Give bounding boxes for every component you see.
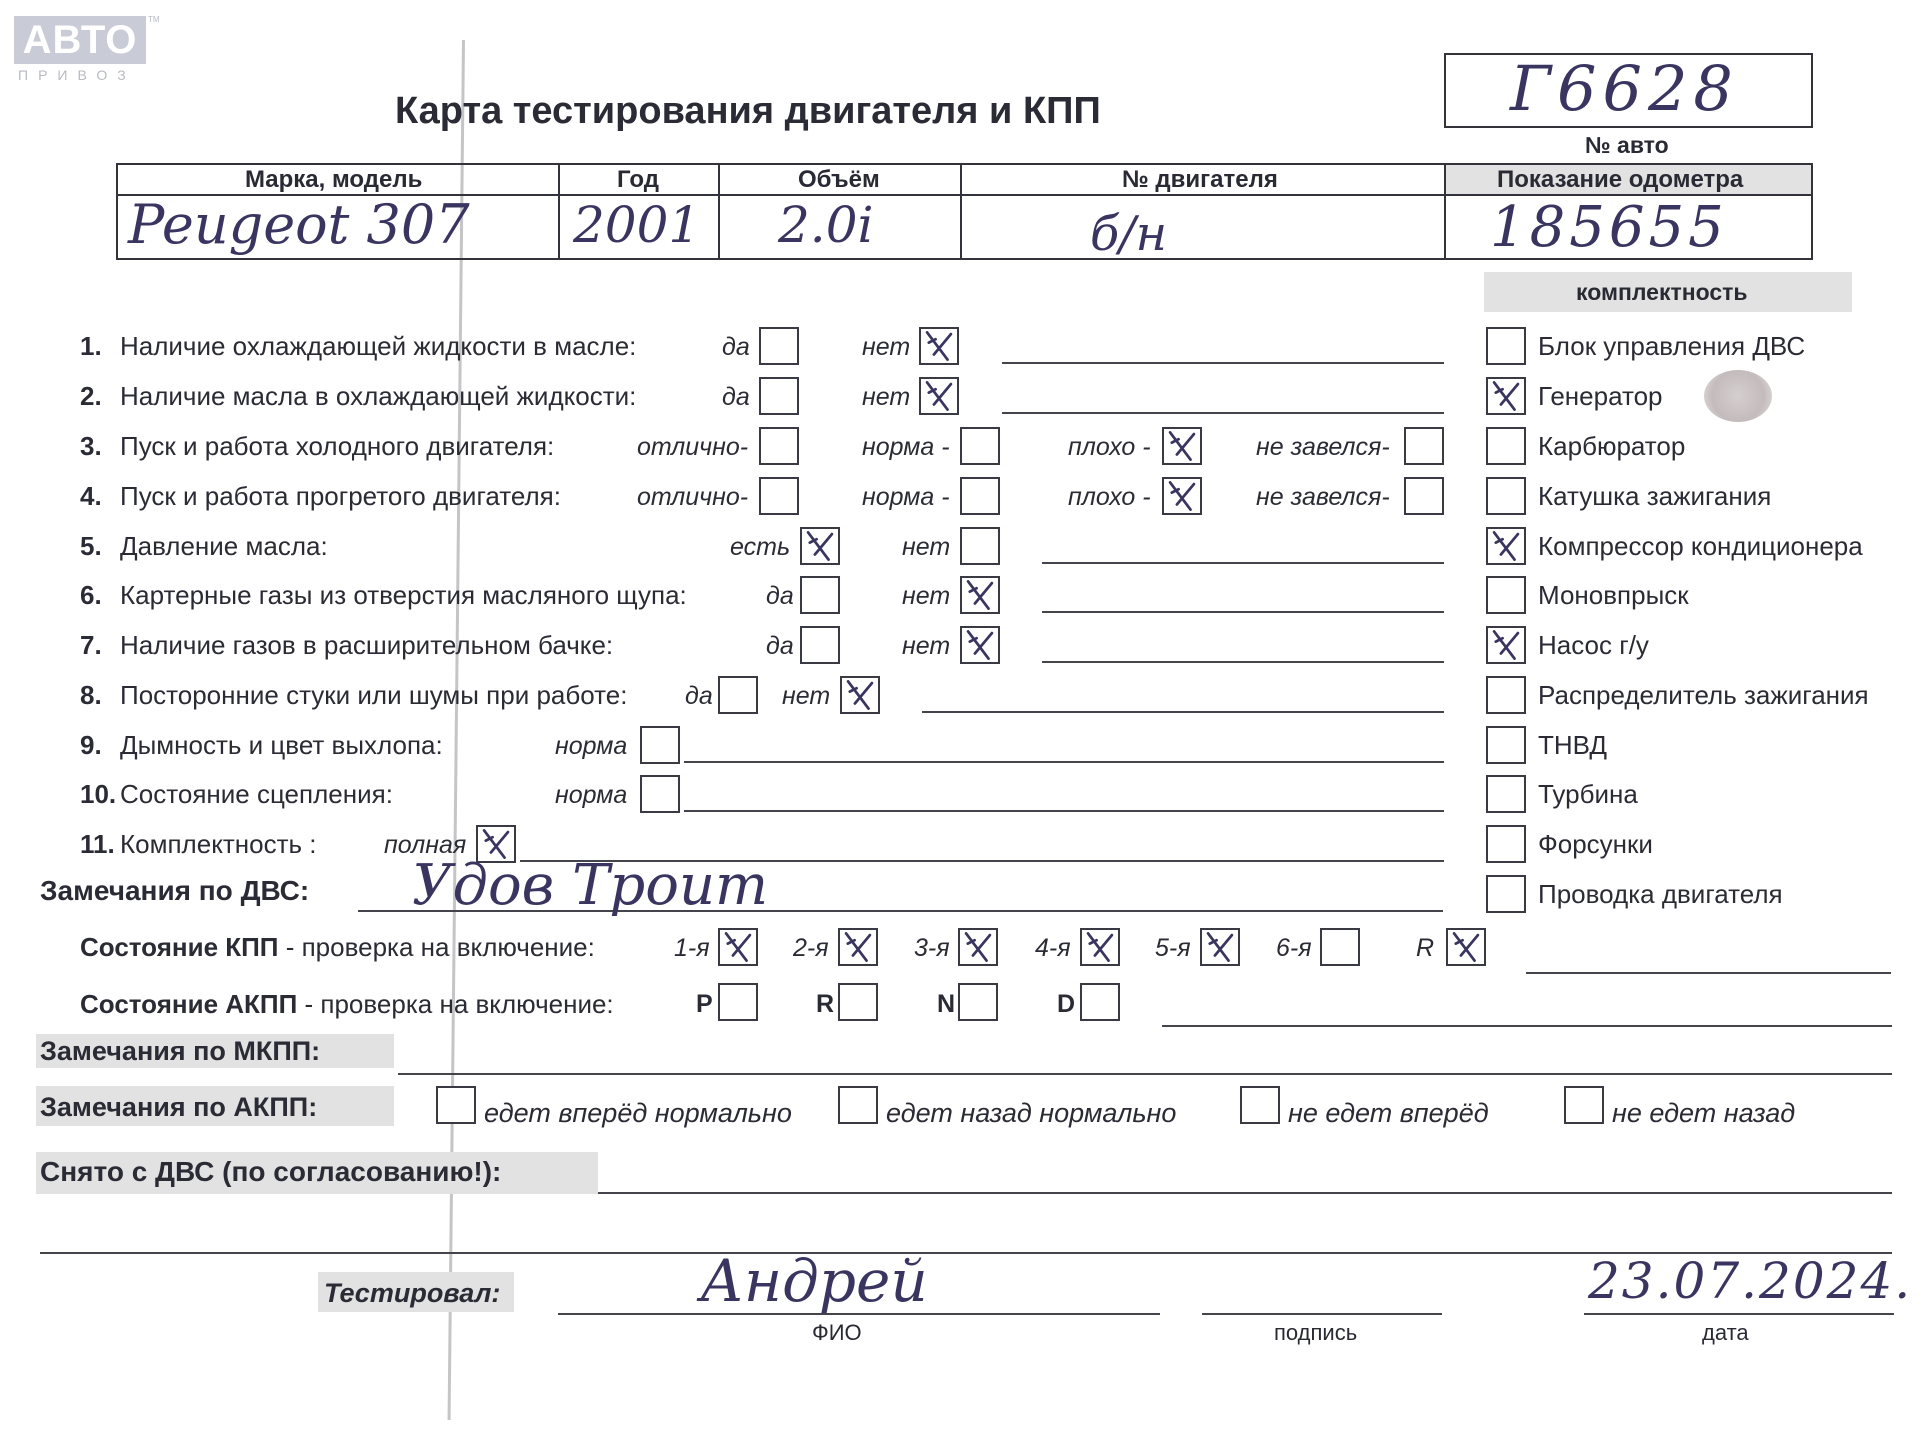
option-label: нет <box>902 632 951 660</box>
option-label: норма - <box>862 483 950 511</box>
question-text: Наличие газов в расширительном бачке: <box>120 630 614 660</box>
date-label: дата <box>1702 1320 1749 1345</box>
gear-checkbox[interactable] <box>718 928 758 966</box>
option-label: да <box>722 333 750 361</box>
gear-checkbox[interactable] <box>1080 928 1120 966</box>
option-label: да <box>685 682 713 710</box>
check-mark-icon <box>921 329 957 363</box>
gear-label: R <box>1416 934 1435 962</box>
question-number: 3. <box>80 431 102 461</box>
check-mark-icon <box>1164 479 1200 513</box>
option-checkbox[interactable] <box>640 775 680 813</box>
check-mark-icon <box>1448 930 1484 964</box>
sign-line <box>1202 1313 1442 1315</box>
completeness-label: Компрессор кондиционера <box>1538 531 1863 561</box>
answer-line <box>1042 611 1444 613</box>
date-line <box>1584 1313 1894 1315</box>
question-text: Давление масла: <box>120 531 328 561</box>
removed-label <box>40 1158 501 1186</box>
check-mark-icon <box>962 578 998 612</box>
akpp-line <box>1162 1025 1892 1027</box>
question-number: 6. <box>80 580 102 610</box>
option-checkbox[interactable] <box>960 576 1000 614</box>
question-number: 2. <box>80 381 102 411</box>
date-value[interactable]: 23.07.2024. <box>1588 1252 1913 1310</box>
akpp-remark-label: едет вперёд нормально <box>484 1098 792 1128</box>
completeness-checkbox[interactable] <box>1486 875 1526 913</box>
brand-label: Марка, модель <box>245 166 423 193</box>
check-mark-icon <box>842 678 878 712</box>
option-label: да <box>766 632 794 660</box>
odometer-value: 185655 <box>1490 195 1728 260</box>
year-label: Год <box>617 166 659 193</box>
option-checkbox[interactable] <box>800 527 840 565</box>
option-label: нет <box>862 383 911 411</box>
header-col-divider <box>718 163 720 260</box>
option-label: нет <box>862 333 911 361</box>
gear-checkbox[interactable] <box>958 928 998 966</box>
kpp-line <box>1526 972 1891 974</box>
option-checkbox[interactable] <box>919 377 959 415</box>
odometer-label: Показание одометра <box>1497 166 1744 193</box>
completeness-label: Проводка двигателя <box>1538 879 1783 909</box>
option-checkbox[interactable] <box>960 427 1000 465</box>
option-label: норма - <box>862 433 950 461</box>
option-checkbox[interactable] <box>960 477 1000 515</box>
answer-line <box>684 810 1444 812</box>
option-label: нет <box>782 682 831 710</box>
option-label: норма <box>555 781 628 809</box>
answer-line <box>1002 362 1444 364</box>
year-value: 2001 <box>573 196 701 254</box>
akpp-position-label: N <box>937 990 956 1018</box>
question-text: Состояние сцепления: <box>120 779 393 809</box>
check-mark-icon <box>960 930 996 964</box>
option-checkbox[interactable] <box>840 676 880 714</box>
tester-value[interactable]: Андрей <box>700 1247 928 1315</box>
kpp-label <box>80 934 595 960</box>
option-checkbox[interactable] <box>1404 477 1444 515</box>
gear-checkbox[interactable] <box>838 928 878 966</box>
completeness-checkbox[interactable] <box>1486 775 1526 813</box>
option-label: плохо - <box>1068 483 1151 511</box>
completeness-label: Распределитель зажигания <box>1538 680 1869 710</box>
check-mark-icon <box>840 930 876 964</box>
option-checkbox[interactable] <box>1162 477 1202 515</box>
question-text: Пуск и работа холодного двигателя: <box>120 431 555 461</box>
tested-label: Тестировал: <box>324 1278 501 1308</box>
completeness-checkbox[interactable] <box>1486 477 1526 515</box>
option-label: отлично- <box>637 433 749 461</box>
answer-line <box>1042 661 1444 663</box>
check-mark-icon <box>1202 930 1238 964</box>
question-text: Посторонние стуки или шумы при работе: <box>120 680 628 710</box>
option-label: да <box>722 383 750 411</box>
akpp-remark-checkbox[interactable] <box>1564 1086 1604 1124</box>
question-number: 5. <box>80 531 102 561</box>
option-checkbox[interactable] <box>759 427 799 465</box>
kpp-label-bold: Состояние КПП <box>80 932 279 962</box>
check-mark-icon <box>1488 379 1524 413</box>
mkpp-remarks-label: Замечания по МКПП: <box>40 1036 321 1066</box>
option-checkbox[interactable] <box>919 327 959 365</box>
completeness-checkbox[interactable] <box>1486 726 1526 764</box>
akpp-position-label: D <box>1057 990 1076 1018</box>
option-checkbox[interactable] <box>960 527 1000 565</box>
completeness-checkbox[interactable] <box>1486 676 1526 714</box>
akpp-label-bold: Состояние АКПП <box>80 989 298 1019</box>
car-number-value: Г6628 <box>1510 52 1739 125</box>
completeness-checkbox[interactable] <box>1486 576 1526 614</box>
akpp-position-checkbox[interactable] <box>1080 983 1120 1021</box>
completeness-checkbox[interactable] <box>1486 825 1526 863</box>
question-number: 8. <box>80 680 102 710</box>
completeness-checkbox[interactable] <box>1486 527 1526 565</box>
gear-checkbox[interactable] <box>1446 928 1486 966</box>
header-col-divider <box>960 163 962 260</box>
completeness-label: Насос г/у <box>1538 630 1649 660</box>
completeness-label: Турбина <box>1538 779 1638 809</box>
logo-sub: ПРИВОЗ <box>18 67 136 83</box>
option-label: не завелся- <box>1256 433 1390 461</box>
completeness-label: Моновпрыск <box>1538 580 1689 610</box>
completeness-title: комплектность <box>1576 279 1748 305</box>
question-text: Наличие масла в охлаждающей жидкости: <box>120 381 637 411</box>
volume-value: 2.0i <box>778 196 874 254</box>
question-number: 10. <box>80 779 117 809</box>
option-checkbox[interactable] <box>640 726 680 764</box>
gear-label: 5-я <box>1155 934 1191 962</box>
question-text: Комплектность : <box>120 829 317 859</box>
answer-line <box>922 711 1444 713</box>
answer-line <box>1042 562 1444 564</box>
question-number: 7. <box>80 630 102 660</box>
option-label: норма <box>555 732 628 760</box>
check-mark-icon <box>802 529 838 563</box>
akpp-position-checkbox[interactable] <box>718 983 758 1021</box>
akpp-remark-label: не едет назад <box>1612 1098 1796 1128</box>
option-checkbox[interactable] <box>1404 427 1444 465</box>
check-mark-icon <box>1488 628 1524 662</box>
question-number: 1. <box>80 331 102 361</box>
completeness-checkbox[interactable] <box>1486 427 1526 465</box>
check-mark-icon <box>921 379 957 413</box>
question-number: 4. <box>80 481 102 511</box>
gear-label: 3-я <box>914 934 950 962</box>
page-title: Карта тестирования двигателя и КПП <box>395 90 1101 132</box>
akpp-position-label: R <box>816 990 835 1018</box>
akpp-remark-checkbox[interactable] <box>1240 1086 1280 1124</box>
akpp-position-checkbox[interactable] <box>838 983 878 1021</box>
akpp-remark-checkbox[interactable] <box>436 1086 476 1124</box>
volume-label: Объём <box>798 166 880 193</box>
gear-label: 1-я <box>674 934 710 962</box>
option-checkbox[interactable] <box>1162 427 1202 465</box>
question-text: Пуск и работа прогретого двигателя: <box>120 481 561 511</box>
engine-remarks-value[interactable]: Удов Троит <box>412 853 769 918</box>
check-mark-icon <box>1082 930 1118 964</box>
option-label: есть <box>730 533 791 561</box>
logo-tm: TM <box>148 15 160 24</box>
completeness-checkbox[interactable] <box>1486 377 1526 415</box>
gear-checkbox[interactable] <box>1320 928 1360 966</box>
completeness-label: Карбюратор <box>1538 431 1686 461</box>
removed-label-text: Снято с ДВС (по согласованию!): <box>40 1156 502 1187</box>
check-mark-icon <box>962 628 998 662</box>
akpp-remarks-label: Замечания по АКПП: <box>40 1092 318 1122</box>
completeness-label: Блок управления ДВС <box>1538 331 1806 361</box>
akpp-remark-label: не едет вперёд <box>1288 1098 1489 1128</box>
gear-label: 4-я <box>1035 934 1071 962</box>
option-label: нет <box>902 533 951 561</box>
option-checkbox[interactable] <box>800 626 840 664</box>
option-checkbox[interactable] <box>800 576 840 614</box>
akpp-remark-label: едет назад нормально <box>886 1098 1177 1128</box>
gear-label: 2-я <box>793 934 829 962</box>
check-mark-icon <box>1488 529 1524 563</box>
option-label: нет <box>902 582 951 610</box>
engine-no-value: б/н <box>1090 206 1168 262</box>
completeness-checkbox[interactable] <box>1486 626 1526 664</box>
option-label: отлично- <box>637 483 749 511</box>
sign-label: подпись <box>1274 1320 1358 1345</box>
stamp-blob <box>1704 370 1772 422</box>
check-mark-icon <box>720 930 756 964</box>
akpp-position-checkbox[interactable] <box>958 983 998 1021</box>
question-text: Наличие охлаждающей жидкости в масле: <box>120 331 637 361</box>
question-number: 9. <box>80 730 102 760</box>
akpp-label <box>80 991 614 1017</box>
brand-value: Peugeot 307 <box>128 193 470 256</box>
akpp-position-label: P <box>696 990 713 1018</box>
option-label: да <box>766 582 794 610</box>
kpp-label-rest: - проверка на включение: <box>278 932 595 962</box>
gear-label: 6-я <box>1276 934 1312 962</box>
removed-line <box>598 1192 1892 1194</box>
option-checkbox[interactable] <box>759 377 799 415</box>
answer-line <box>684 761 1444 763</box>
completeness-label: ТНВД <box>1538 730 1608 760</box>
option-checkbox[interactable] <box>960 626 1000 664</box>
completeness-label: Катушка зажигания <box>1538 481 1772 511</box>
engine-remarks-label: Замечания по ДВС: <box>40 875 310 906</box>
completeness-checkbox[interactable] <box>1486 327 1526 365</box>
option-label: плохо - <box>1068 433 1151 461</box>
logo <box>14 15 160 83</box>
gear-checkbox[interactable] <box>1200 928 1240 966</box>
header-col-divider <box>558 163 560 260</box>
completeness-label: Форсунки <box>1538 829 1653 859</box>
car-number-label: № авто <box>1585 132 1669 158</box>
question-number: 11. <box>80 829 115 859</box>
check-mark-icon <box>1164 429 1200 463</box>
completeness-label: Генератор <box>1538 381 1663 411</box>
question-text: Картерные газы из отверстия масляного щупа: <box>120 580 687 610</box>
option-checkbox[interactable] <box>759 327 799 365</box>
option-checkbox[interactable] <box>718 676 758 714</box>
option-label: не завелся- <box>1256 483 1390 511</box>
fio-label: ФИО <box>812 1320 862 1345</box>
answer-line <box>1002 412 1444 414</box>
header-col-divider <box>1444 163 1446 260</box>
option-label: полная <box>384 831 467 859</box>
akpp-remark-checkbox[interactable] <box>838 1086 878 1124</box>
question-text: Дымность и цвет выхлопа: <box>120 730 443 760</box>
mkpp-line <box>398 1073 1892 1075</box>
akpp-label-rest: - проверка на включение: <box>297 989 614 1019</box>
logo-main: АВТО <box>14 16 146 64</box>
option-checkbox[interactable] <box>759 477 799 515</box>
engine-no-label: № двигателя <box>1122 166 1278 193</box>
